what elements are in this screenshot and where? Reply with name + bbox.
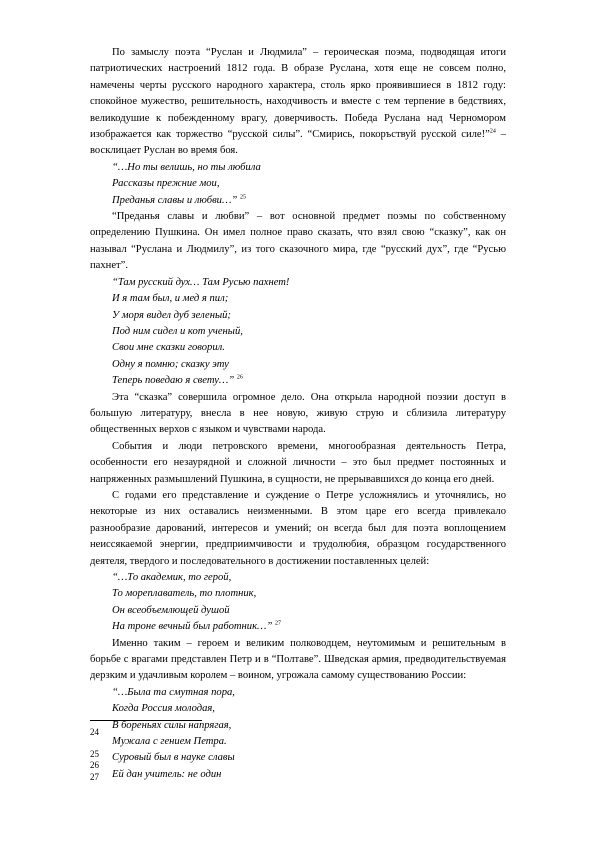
verse-line: Он всеобъемлющей душой xyxy=(112,604,230,616)
paragraph-ruslan-intro xyxy=(90,45,506,160)
verse-line: У моря видел дуб зеленый; xyxy=(112,309,231,321)
footnote-separator xyxy=(90,720,202,721)
footnote-ref-27[interactable]: 27 xyxy=(275,620,282,627)
verse-line: “Там русский дух… Там Русью пахнет! xyxy=(112,276,290,288)
footnote-ref-26[interactable]: 26 xyxy=(236,374,243,381)
verse-line: Одну я помню; сказку эту xyxy=(112,358,229,370)
paragraph-text-tail: – восклицает Руслан во время боя. xyxy=(90,129,506,157)
verse-line: И я там был, и мед я пил; xyxy=(112,293,229,305)
verse-line: Рассказы прежние мои, xyxy=(112,178,220,190)
verse-line: Под ним сидел и кот ученый, xyxy=(112,325,243,337)
verse-line: Преданья славы и любви…” $^{25}$ xyxy=(112,194,246,206)
verse-line: “…То академик, то герой, xyxy=(112,572,232,583)
verse-line: Теперь поведаю я свету…” $^{26}$ xyxy=(112,374,243,387)
footnote-ref-24[interactable]: 24 xyxy=(489,128,496,135)
footnote-26: 26 xyxy=(90,760,99,770)
verse-line: В бореньях силы напрягая, xyxy=(112,719,232,731)
paragraph-text: По замыслу поэта “Руслан и Людмила” – героическая поэма, подводящая итоги патриотических настроений 1812 года. В образе Руслана, хотя еще не совсем полно, намечены черты русского народного характера, столь ярко проявившиеся в 1812 году: спокойное мужество, решительность, находчивость и вместе с тем терпение в бедствиях, великодушие к побежденному врагу, доверчивость. Победа Руслана над Черномором изображается как торжество “русской силы”. “Смирись, покоръствуй русской силе!” xyxy=(90,47,506,141)
document-body xyxy=(90,45,506,783)
verse-line: Когда Россия молодая, xyxy=(112,703,215,715)
verse-quote-1 xyxy=(112,160,506,209)
verse-line: Ей дан учитель: не один xyxy=(112,768,222,780)
paragraph-peter-views: С годами его представление и суждение о Петре усложнялись и уточнялись, но некоторые из них оставались неизменными. В этом царе его всегда привлекало разнообразие дарований, интересов и умений; он всегда был для поэта воплощением неиссякаемой энергии, предприимчивости и трудолюбия, образцом государственного деятеля, твердого и последовательного в достижении поставленных целей: xyxy=(90,489,506,567)
footnote-ref-25[interactable]: 25 xyxy=(239,194,246,201)
verse-quote-3 xyxy=(112,570,506,636)
verse-line: “…Но ты велишь, но ты любила xyxy=(112,161,261,173)
verse-quote-2 xyxy=(112,275,506,390)
verse-line: Мужала с гением Петра. xyxy=(112,736,227,748)
footnote-25: 25 xyxy=(90,748,99,759)
verse-line: Суровый был в науке славы xyxy=(112,752,235,764)
verse-line: На троне вечный был работник…” $^{27}$ xyxy=(112,620,282,633)
footnote-24: 24 xyxy=(90,727,99,737)
paragraph-fairy-tale: Эта “сказка” совершила огромное дело. Она открыла народной поэзии доступ в большую литературу, внесла в нее новую, живую струю и сблизила литературу общественных верхов с языком и чувствами народа. xyxy=(90,391,506,436)
paragraph-poltava: Именно таким – героем и великим полководцем, неутомимым и решительным в борьбе с врагами представлен Петр и в “Полтаве”. Шведская армия, предводительствуемая дерзким и удачливым королем – воином, угрожала самому существованию России: xyxy=(90,637,506,682)
verse-line: То мореплаватель, то плотник, xyxy=(112,588,257,600)
verse-quote-4 xyxy=(112,685,506,783)
paragraph-petrine-era: События и люди петровского времени, многообразная деятельность Петра, особенности его незаурядной и сложной личности – это был предмет постоянных и напряженных размышлений Пушкина, в сущности, не прерывавшихся до конца его дней. xyxy=(90,440,506,485)
paragraph-legends: “Преданья славы и любви” – вот основной предмет поэмы по собственному определению Пушкина. Он имел полное право сказать, что взял свою “сказку”, как он называл “Руслана и Людмилу”, из того сказочного мира, где “русский дух”, где “Русью пахнет”. xyxy=(90,211,506,272)
footnote-27: 27 xyxy=(90,771,99,782)
verse-line: Свои мне сказки говорил. xyxy=(112,342,225,354)
verse-line: “…Была та смутная пора, xyxy=(112,686,235,698)
footnotes xyxy=(90,727,99,783)
